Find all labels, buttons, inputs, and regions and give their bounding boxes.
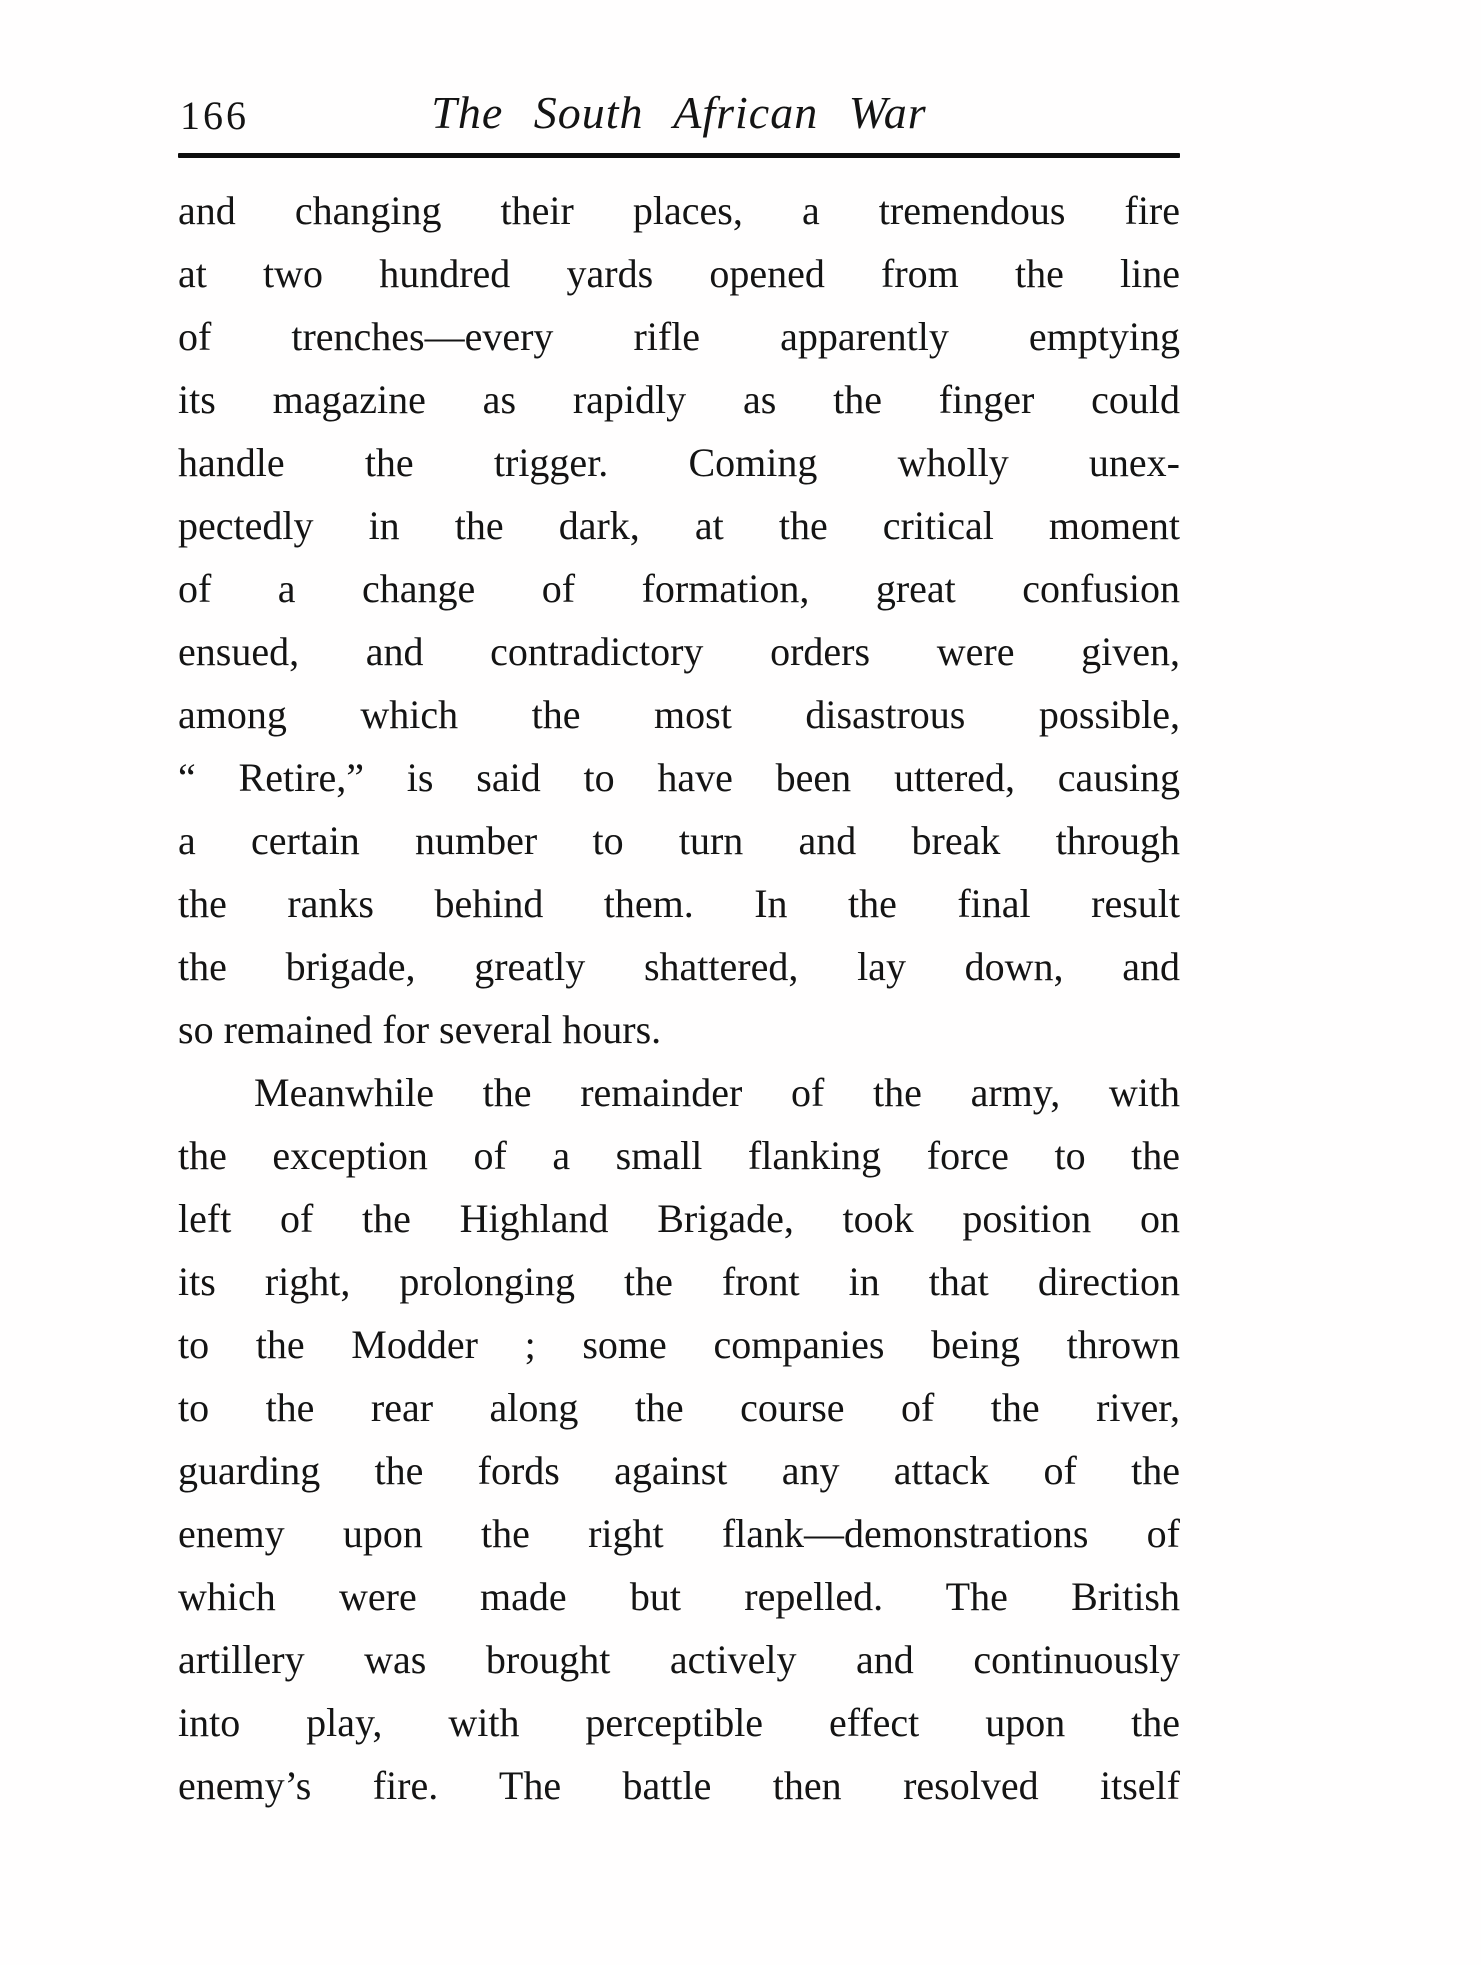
text-line: into play, with perceptible effect upon the (178, 1700, 1180, 1745)
text-line: the brigade, greatly shattered, lay down, and (178, 944, 1180, 989)
header-rule (178, 153, 1180, 158)
running-title: The South African War (431, 87, 927, 138)
text-line: a certain number to turn and break through (178, 818, 1180, 863)
text-line: so remained for several hours. (178, 1007, 662, 1052)
text-line: ensued, and contradictory orders were given, (178, 629, 1180, 674)
text-line: the exception of a small flanking force to the (178, 1133, 1180, 1178)
text-line: its magazine as rapidly as the finger could (178, 377, 1180, 422)
text-line: pectedly in the dark, at the critical moment (178, 503, 1180, 548)
text-line: to the Modder ; some companies being thrown (178, 1322, 1180, 1367)
paragraph (178, 179, 1180, 1061)
body-text (178, 179, 1180, 1817)
text-line: enemy’s fire. The battle then resolved itself (178, 1763, 1180, 1808)
text-line: guarding the fords against any attack of the (178, 1448, 1180, 1493)
page-number: 166 (180, 93, 249, 138)
text-line: its right, prolonging the front in that direction (178, 1259, 1180, 1304)
text-line: at two hundred yards opened from the line (178, 251, 1180, 296)
text-line: left of the Highland Brigade, took position on (178, 1196, 1180, 1241)
text-line: among which the most disastrous possible, (178, 692, 1180, 737)
text-line: artillery was brought actively and continuously (178, 1637, 1180, 1682)
text-line: “ Retire,” is said to have been uttered, causing (178, 755, 1180, 800)
text-line: the ranks behind them. In the final result (178, 881, 1180, 926)
text-line: enemy upon the right flank—demonstrations of (178, 1511, 1180, 1556)
text-line: and changing their places, a tremendous fire (178, 188, 1180, 233)
text-line: which were made but repelled. The British (178, 1574, 1180, 1619)
text-column (178, 86, 1180, 1817)
page-header (178, 86, 1180, 138)
text-line: of trenches—every rifle apparently emptying (178, 314, 1180, 359)
text-line: of a change of formation, great confusion (178, 566, 1180, 611)
text-line: handle the trigger. Coming wholly unex- (178, 440, 1180, 485)
text-line: to the rear along the course of the river, (178, 1385, 1180, 1430)
paragraph (178, 1061, 1180, 1817)
text-line: Meanwhile the remainder of the army, with (254, 1070, 1180, 1115)
